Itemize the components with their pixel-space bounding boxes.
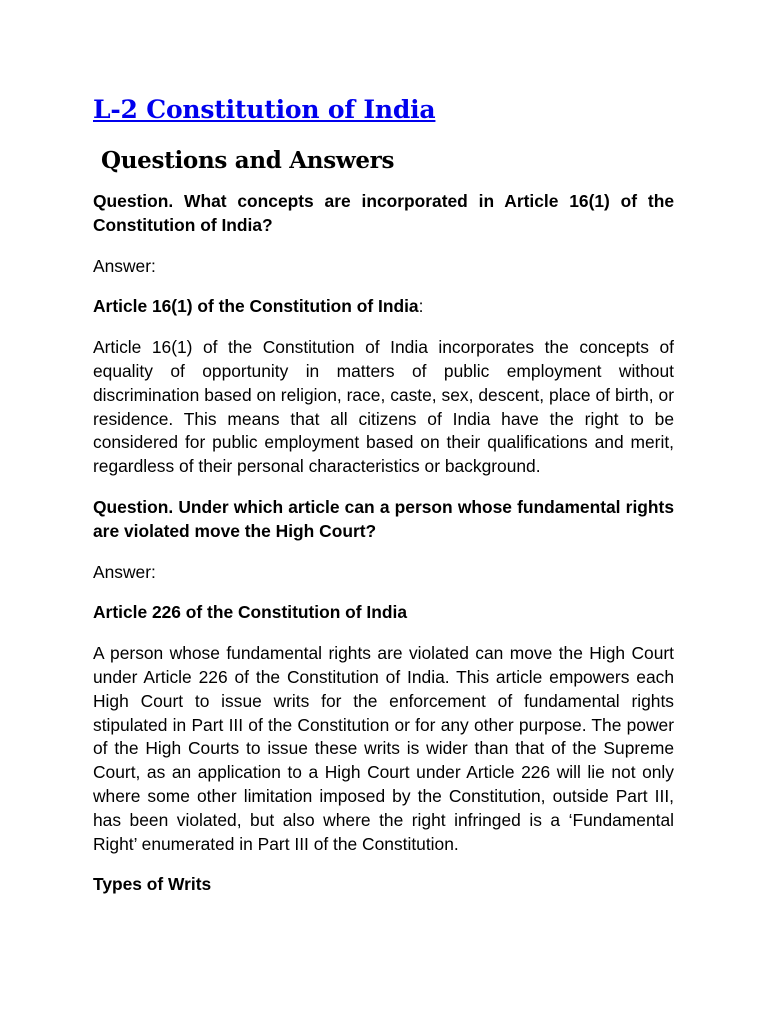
document-title-link[interactable]: L-2 Constitution of India [93, 95, 436, 124]
question-2: Question. Under which article can a person whose fundamental rights are violated move the High Court? [93, 496, 674, 541]
answer-label-2: Answer: [93, 561, 156, 582]
answer-body-1: Article 16(1) of the Constitution of India incorporates the concepts of equality of opportunity in matters of public employment without discrimination based on religion, race, caste, sex, descent, place of birth, or residence. This means that all citizens of India have the right to be considered for public employment based on their qualifications and merit, regardless of their personal characteristics or background. [93, 337, 674, 477]
document-page [93, 88, 674, 914]
answer-label-1: Answer: [93, 255, 156, 276]
answer-body-2: A person whose fundamental rights are violated can move the High Court under Article 226 of the Constitution of India. This article empowers each High Court to issue writs for the enforcement of fundamental rights stipulated in Part III of the Constitution or for any other purpose. The power of the High Courts to issue these writs is wider than that of the Supreme Court, as an application to a High Court under Article 226 will lie not only where some other limitation imposed by the Constitution, outside Part III, has been violated, but also where the right infringed is a ‘Fundamental Right’ enumerated in Part III of the Constitution. [93, 643, 674, 854]
answer-heading-1 [93, 295, 674, 319]
section-heading-types-of-writs: Types of Writs [93, 874, 212, 895]
answer-heading-2: Article 226 of the Constitution of India [93, 602, 408, 623]
document-subtitle: Questions and Answers [101, 147, 395, 174]
answer-heading-1-suffix: : [418, 296, 424, 317]
question-1: Question. What concepts are incorporated in Article 16(1) of the Constitution of India? [93, 191, 674, 235]
answer-heading-1-text: Article 16(1) of the Constitution of India [93, 296, 419, 317]
